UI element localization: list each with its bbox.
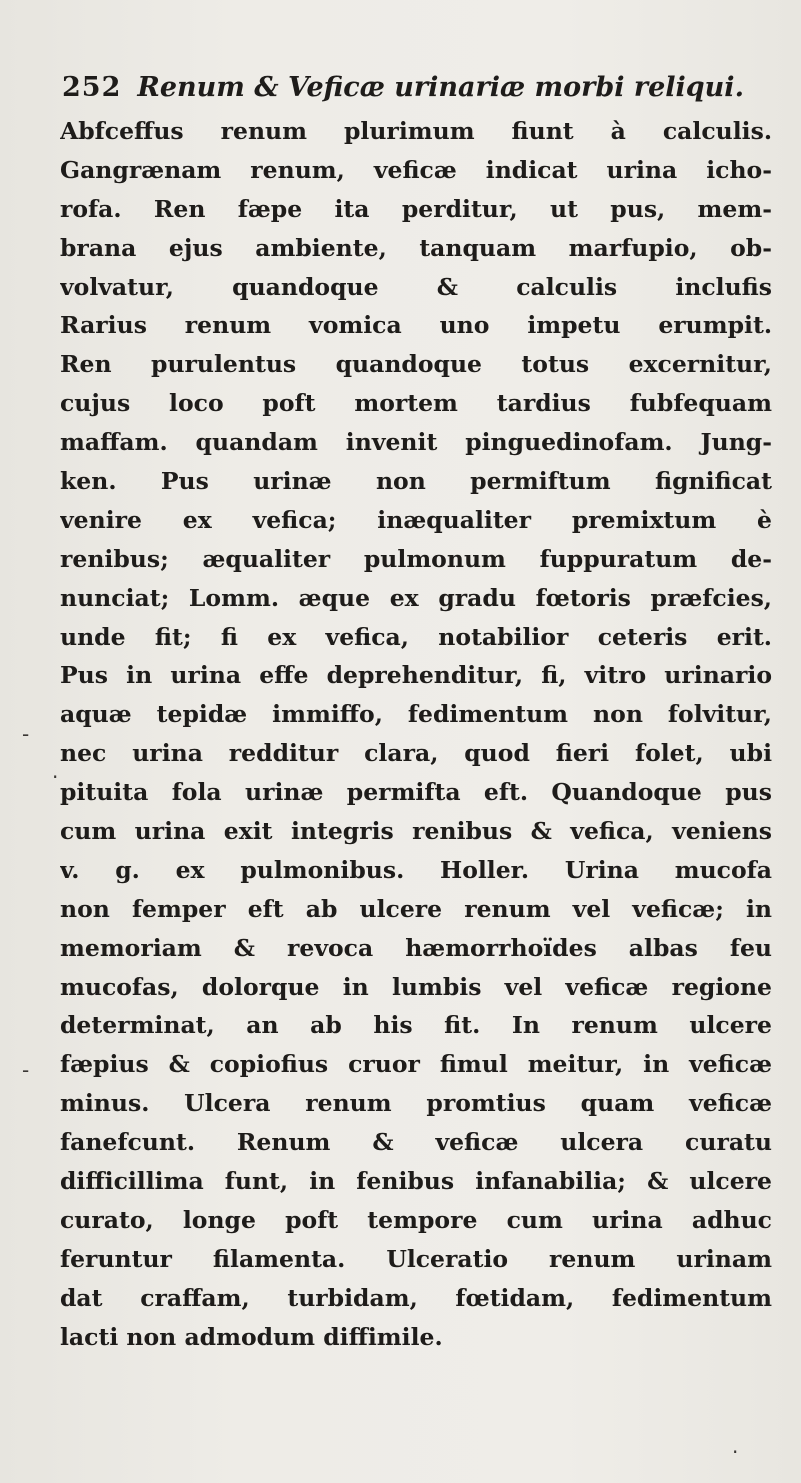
text-line: aquæ tepidæ immiffo, fedimentum non folvitur, [60,700,772,729]
text-line: fanefcunt. Renum & veficæ ulcera curatu [60,1128,772,1157]
margin-tick: - [22,722,30,746]
text-line: cujus loco poft mortem tardius fubfequam [60,389,772,418]
text-line: pituita fola urinæ permifta eft. Quandoque pus [60,778,772,807]
text-line: maffam. quandam invenit pinguedinofam. Jung- [60,428,772,457]
text-line: dat craffam, turbidam, fœtidam, fedimentum [60,1283,772,1312]
text-line: non femper eft ab ulcere renum vel veficæ; in [60,894,772,923]
text-line: nunciat; Lomm. æque ex gradu fœtoris præfcies, [60,583,772,612]
margin-tick: - [22,1058,30,1082]
text-line: nec urina redditur clara, quod fieri folet, ubi [60,739,772,768]
text-line: memoriam & revoca hæmorrhoïdes albas feu [60,933,772,962]
text-line: Pus in urina effe deprehenditur, fi, vitro urinario [60,661,772,690]
text-line: unde fit; fi ex vefica, notabilior ceteris erit. [60,622,772,651]
text-line: rofa. Ren fæpe ita perditur, ut pus, mem- [60,194,772,223]
text-line: fæpius & copiofius cruor fimul meitur, in veficæ [60,1050,772,1079]
text-line: brana ejus ambiente, tanquam marfupio, ob- [60,233,772,262]
page-number: 252 [62,72,122,103]
running-title: Renum & Veficæ urinariæ morbi reliqui. [137,72,744,103]
body-text [60,112,772,1357]
running-header [62,68,762,108]
text-line: renibus; æqualiter pulmonum fuppuratum de- [60,544,772,573]
text-line: lacti non admodum diffimile. [60,1322,443,1351]
text-line: Gangrænam renum, veficæ indicat urina icho- [60,155,772,184]
margin-tick: · [732,1440,739,1464]
text-line: minus. Ulcera renum promtius quam veficæ [60,1089,772,1118]
margin-tick: · [52,765,59,789]
text-line: cum urina exit integris renibus & vefica, veniens [60,817,772,846]
text-line: Rarius renum vomica uno impetu erumpit. [60,311,772,340]
text-line: feruntur filamenta. Ulceratio renum urinam [60,1244,772,1273]
text-line: venire ex vefica; inæqualiter premixtum è [60,505,772,534]
text-line: Abfceffus renum plurimum fiunt à calculis. [60,117,772,145]
text-line: v. g. ex pulmonibus. Holler. Urina mucofa [60,855,772,884]
text-line: Ren purulentus quandoque totus excernitur, [60,350,772,379]
text-line: mucofas, dolorque in lumbis vel veficæ regione [60,972,772,1001]
text-line: volvatur, quandoque & calculis inclufis [60,272,772,301]
text-line: ken. Pus urinæ non permiftum fignificat [60,467,772,496]
text-line: curato, longe poft tempore cum urina adhuc [60,1205,772,1234]
text-line: difficillima funt, in fenibus infanabilia; & ulcere [60,1167,772,1196]
text-line: determinat, an ab his fit. In renum ulcere [60,1011,772,1040]
